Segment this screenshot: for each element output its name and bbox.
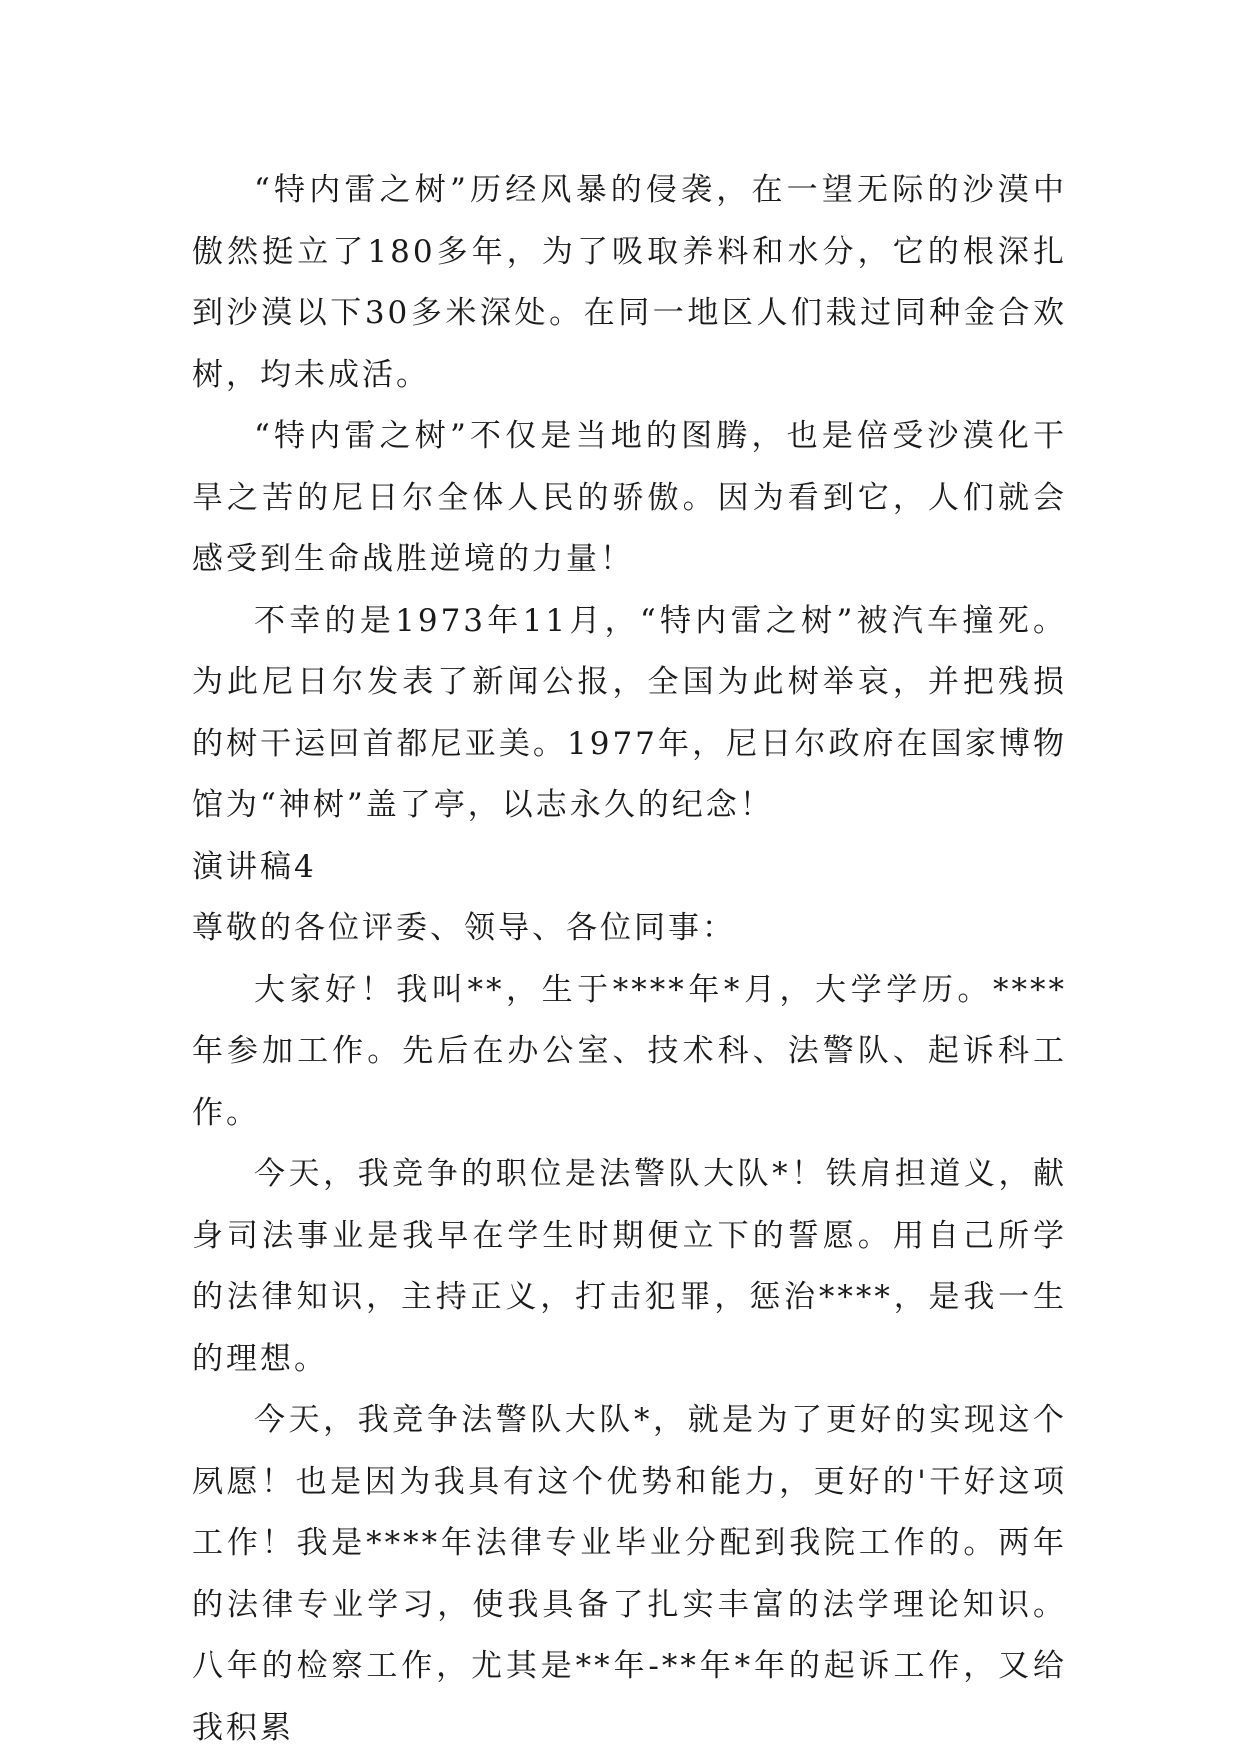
paragraph-motivation: 今天，我竞争法警队大队*，就是为了更好的实现这个夙愿！也是因为我具有这个优势和能力，更好的'干好这项工作！我是****年法律专业毕业分配到我院工作的。两年的法律专业学习，使我具备了扎实丰富的法学理论知识。八年的检察工作，尤其是**年-**年*年的起诉工作，又给我积累 [192, 1402, 1067, 1746]
paragraph-tree-pride: “特内雷之树”不仅是当地的图腾，也是倍受沙漠化干旱之苦的尼日尔全体人民的骄傲。因为看到它，人们就会感受到生命战胜逆境的力量！ [192, 418, 1067, 577]
paragraph-tree-memorial: 不幸的是1973年11月，“特内雷之树”被汽车撞死。为此尼日尔发表了新闻公报，全国为此树举哀，并把残损的树干运回首都尼亚美。1977年，尼日尔政府在国家博物馆为“神树”盖了亭，以志永久的纪念！ [192, 602, 1067, 823]
paragraph-position: 今天，我竞争的职位是法警队大队*！铁肩担道义，献身司法事业是我早在学生时期便立下的誓愿。用自己所学的法律知识，主持正义，打击犯罪，惩治****，是我一生的理想。 [192, 1156, 1067, 1377]
paragraph-tree-endurance: “特内雷之树”历经风暴的侵袭，在一望无际的沙漠中傲然挺立了180多年，为了吸取养料和水分，它的根深扎到沙漠以下30多米深处。在同一地区人们栽过同种金合欢树，均未成活。 [192, 172, 1067, 393]
section-title: 演讲稿4 [192, 848, 317, 885]
salutation: 尊敬的各位评委、领导、各位同事： [192, 910, 736, 946]
paragraph-introduction: 大家好！我叫**，生于****年*月，大学学历。****年参加工作。先后在办公室、技术科、法警队、起诉科工作。 [192, 971, 1067, 1131]
document-body [192, 160, 1067, 1759]
